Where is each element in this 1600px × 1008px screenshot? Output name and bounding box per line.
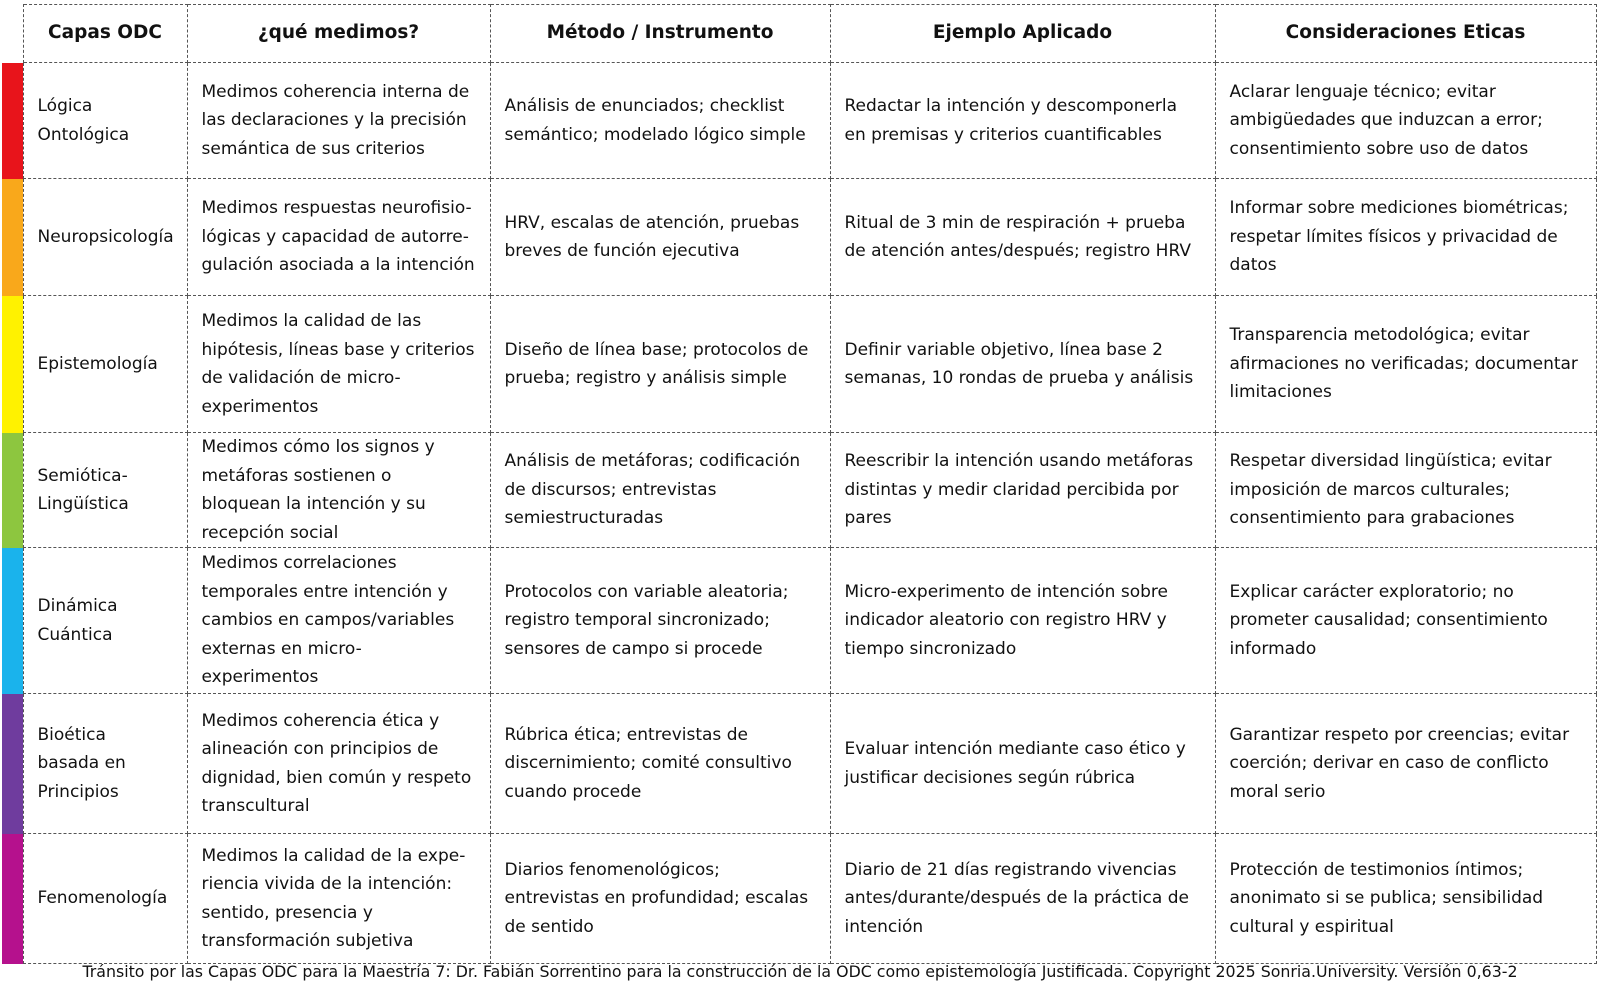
layer-color-stripe [2,433,23,548]
example-cell: Definir variable objetivo, línea base 2 semanas, 10 rondas de prueba y análisis [830,296,1215,433]
ethics-cell: Respetar diversidad lingüística; evitar imposición de marcos culturales; consentimiento para grabaciones [1215,433,1596,548]
example-cell: Diario de 21 días registrando vivencias antes/durante/después de la práctica de intención [830,834,1215,964]
stripe-header-spacer [2,5,23,63]
method-cell: Diarios fenomenológicos; entrevistas en profundidad; escalas de sentido [490,834,830,964]
header-metodo-instrumento: Método / Instrumento [490,5,830,63]
example-cell: Micro-experimento de intención sobre indicador aleatorio con registro HRV y tiempo sincronizado [830,548,1215,694]
layer-color-stripe [2,296,23,433]
ethics-cell: Informar sobre mediciones biométricas; respetar límites físicos y privacidad de datos [1215,179,1596,296]
layer-name: Lógica Ontológica [23,63,187,179]
layer-name: Dinámica Cuántica [23,548,187,694]
table-header-row [2,5,1596,63]
measure-cell: Medimos coherencia interna de las declaraciones y la precisión semántica de sus criterios [187,63,490,179]
table-row [2,548,1596,694]
layer-color-stripe [2,63,23,179]
layer-color-stripe [2,694,23,834]
copyright-footer: Tránsito por las Capas ODC para la Maestría 7: Dr. Fabián Sorrentino para la construcción de la ODC como epistemología Justificada. Copyright 2025 Sonria.University. Versión 0,63-2 [82,962,1518,981]
table-row [2,834,1596,964]
example-cell: Reescribir la intención usando metáforas distintas y medir claridad percibida por pares [830,433,1215,548]
method-cell: Análisis de metáforas; codificación de discursos; entrevistas semiestructuradas [490,433,830,548]
ethics-cell: Protección de testimonios íntimos; anonimato si se publica; sensibilidad cultural y espiritual [1215,834,1596,964]
method-cell: Protocolos con variable aleatoria; registro temporal sincronizado; sensores de campo si procede [490,548,830,694]
layer-color-stripe [2,548,23,694]
measure-cell: Medimos respuestas neurofisio-lógicas y capacidad de autorre-gulación asociada a la intención [187,179,490,296]
ethics-cell: Aclarar lenguaje técnico; evitar ambigüedades que induzcan a error; consentimiento sobre uso de datos [1215,63,1596,179]
method-cell: HRV, escalas de atención, pruebas breves de función ejecutiva [490,179,830,296]
example-cell: Redactar la intención y descomponerla en premisas y criterios cuantificables [830,63,1215,179]
measure-cell: Medimos coherencia ética y alineación con principios de dignidad, bien común y respeto transcultural [187,694,490,834]
layer-color-stripe [2,179,23,296]
layer-name: Semiótica-Lingüística [23,433,187,548]
example-cell: Evaluar intención mediante caso ético y justificar decisiones según rúbrica [830,694,1215,834]
ethics-cell: Garantizar respeto por creencias; evitar coerción; derivar en caso de conflicto moral serio [1215,694,1596,834]
example-cell: Ritual de 3 min de respiración + prueba de atención antes/después; registro HRV [830,179,1215,296]
odc-layers-table [2,4,1597,964]
layer-name: Fenomenología [23,834,187,964]
header-que-medimos: ¿qué medimos? [187,5,490,63]
table-row [2,296,1596,433]
method-cell: Análisis de enunciados; checklist semántico; modelado lógico simple [490,63,830,179]
header-consideraciones-eticas: Consideraciones Eticas [1215,5,1596,63]
table-row [2,694,1596,834]
table-row [2,179,1596,296]
header-capas-odc: Capas ODC [23,5,187,63]
layer-color-stripe [2,834,23,964]
layer-name: Neuropsicología [23,179,187,296]
header-ejemplo-aplicado: Ejemplo Aplicado [830,5,1215,63]
table-row [2,433,1596,548]
measure-cell: Medimos correlaciones temporales entre intención y cambios en campos/variables externas en micro-experimentos [187,548,490,694]
measure-cell: Medimos cómo los signos y metáforas sostienen o bloquean la intención y su recepción social [187,433,490,548]
measure-cell: Medimos la calidad de las hipótesis, líneas base y criterios de validación de micro-experimentos [187,296,490,433]
layer-name: Bioética basada en Principios [23,694,187,834]
method-cell: Diseño de línea base; protocolos de prueba; registro y análisis simple [490,296,830,433]
table-row [2,63,1596,179]
layer-name: Epistemología [23,296,187,433]
ethics-cell: Transparencia metodológica; evitar afirmaciones no verificadas; documentar limitaciones [1215,296,1596,433]
ethics-cell: Explicar carácter exploratorio; no prometer causalidad; consentimiento informado [1215,548,1596,694]
method-cell: Rúbrica ética; entrevistas de discernimiento; comité consultivo cuando procede [490,694,830,834]
measure-cell: Medimos la calidad de la expe-riencia vivida de la intención: sentido, presencia y transformación subjetiva [187,834,490,964]
